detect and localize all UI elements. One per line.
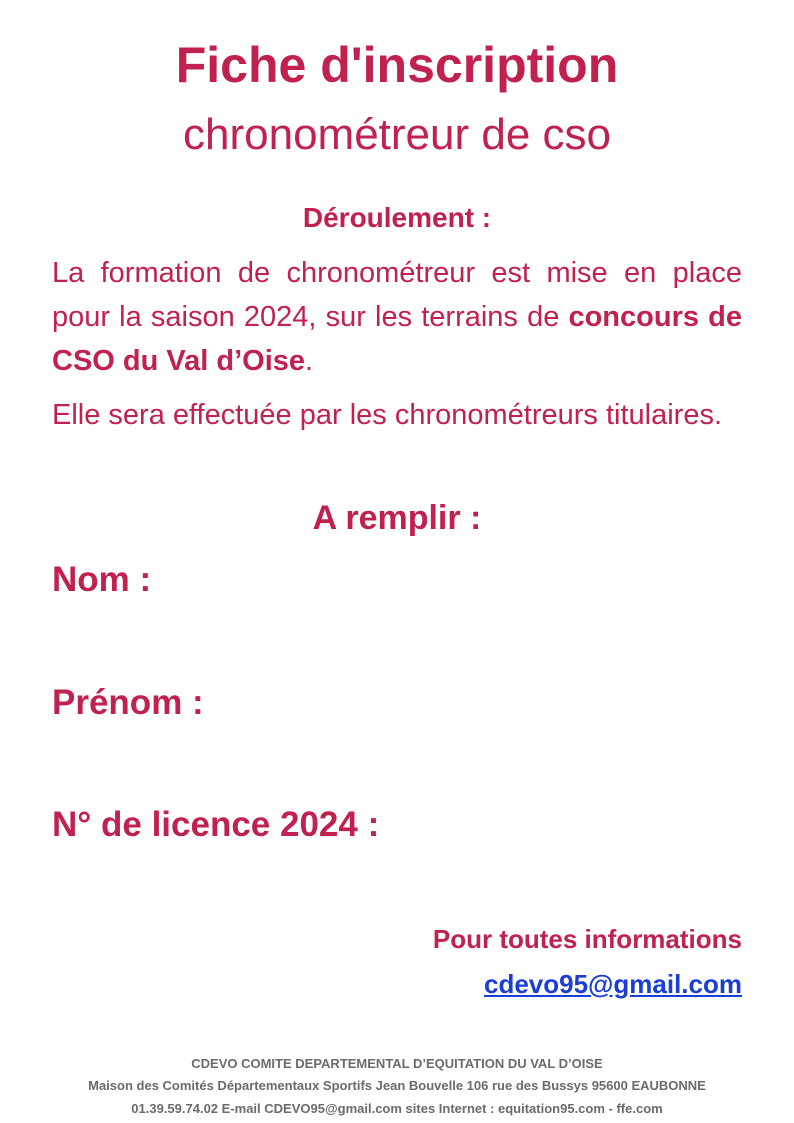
contact-title: Pour toutes informations: [432, 924, 742, 954]
licence-field-label: N° de licence 2024 :: [52, 805, 380, 844]
nom-field-label: Nom :: [52, 560, 152, 599]
page-title: Fiche d'inscription: [175, 37, 619, 93]
contact-email-link[interactable]: cdevo95@gmail.com: [483, 969, 742, 999]
footer-address: Maison des Comités Départementaux Sportifs Jean Bouvelle 106 rue des Bussys 95600 EAUBONNE: [88, 1078, 706, 1093]
deroulement-paragraph-2: Elle sera effectuée par les chronométreurs titulaires.: [52, 399, 723, 431]
paragraph-1-bold-text: concours de CSO du Val d’Oise: [52, 301, 742, 377]
page-subtitle: chronométreur de cso: [183, 110, 611, 159]
footer-organization: CDEVO COMITE DEPARTEMENTAL D’EQUITATION DU VAL D’OISE: [191, 1056, 603, 1071]
prenom-field-label: Prénom :: [52, 683, 204, 722]
deroulement-paragraph-1: [52, 251, 742, 383]
deroulement-heading: Déroulement :: [302, 202, 492, 233]
paragraph-1-text-start: La formation de chronométreur est mise en place pour la saison 2024, sur les terrains de: [52, 257, 742, 333]
footer-contact: 01.39.59.74.02 E-mail CDEVO95@gmail.com sites Internet : equitation95.com - ffe.com: [131, 1101, 663, 1116]
form-heading: A remplir :: [312, 499, 482, 537]
paragraph-1-text-end: .: [305, 345, 314, 377]
